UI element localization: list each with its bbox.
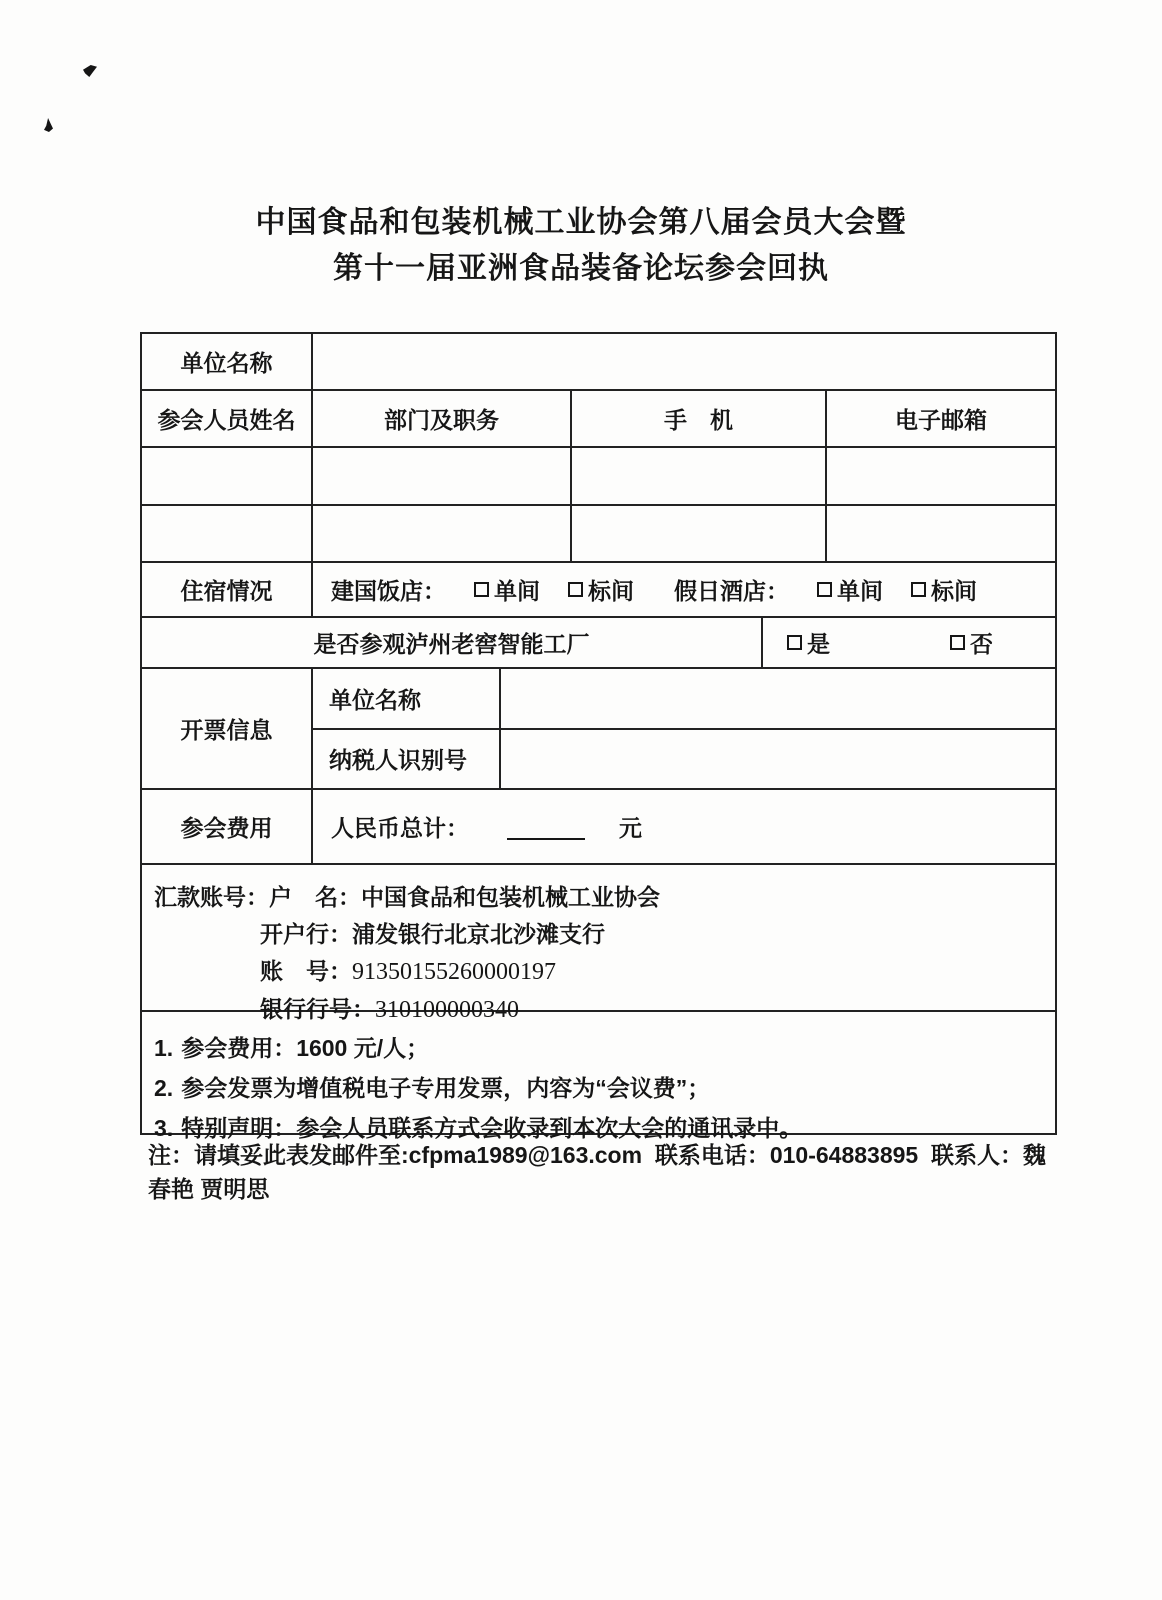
attendee-row-empty — [142, 448, 1055, 506]
attendee-name-cell — [142, 506, 313, 561]
checkbox-icon — [817, 582, 832, 597]
document-title-line1: 中国食品和包装机械工业协会第八届会员大会暨 — [255, 206, 907, 239]
ink-mark-icon — [83, 65, 97, 77]
visit-yes-option: 是 — [787, 626, 830, 659]
attendee-row-empty — [142, 506, 1055, 563]
document-title — [0, 200, 1162, 292]
attendee-name-header: 参会人员姓名 — [142, 391, 313, 446]
hotel2-standard-option: 标间 — [911, 573, 977, 606]
attendee-header-row — [142, 391, 1055, 448]
mobile-header: 手 机 — [572, 391, 827, 446]
hotel2-single-option: 单间 — [817, 573, 883, 606]
fee-total-label: 人民币总计： — [331, 815, 469, 841]
hotel2-label: 假日酒店： — [674, 578, 789, 604]
invoice-subtable — [313, 669, 1055, 788]
factory-visit-row — [142, 618, 1055, 669]
bank-line-account-name — [154, 879, 1041, 916]
unit-name-label: 单位名称 — [142, 334, 313, 389]
notes-block — [142, 1012, 1055, 1141]
invoice-tax-id-blank-cell — [501, 730, 1055, 789]
bank-prefix: 汇款账号： — [154, 884, 269, 910]
dept-title-cell — [313, 506, 572, 561]
account-name-value: 中国食品和包装机械工业协会 — [361, 884, 660, 910]
fee-row — [142, 790, 1055, 865]
fee-blank-line — [507, 814, 585, 840]
hotel1-single-option: 单间 — [474, 573, 540, 606]
invoice-unit-name-row — [313, 669, 1055, 730]
dept-title-header: 部门及职务 — [313, 391, 572, 446]
bank-name-value: 浦发银行北京北沙滩支行 — [352, 921, 605, 947]
invoice-tax-id-row — [313, 730, 1055, 789]
note-1: 1. 参会费用：1600 元/人； — [154, 1035, 430, 1061]
invoice-info-label: 开票信息 — [142, 669, 313, 788]
visit-no-option: 否 — [950, 626, 993, 659]
registration-form-table — [140, 332, 1057, 1141]
attendee-name-cell — [142, 448, 313, 504]
email-cell — [827, 506, 1055, 561]
document-title-line2: 第十一届亚洲食品装备论坛参会回执 — [333, 252, 829, 285]
bank-line-account-number — [154, 953, 1041, 991]
fee-content — [313, 790, 1055, 863]
checkbox-icon — [950, 635, 965, 650]
fee-label: 参会费用 — [142, 790, 313, 863]
checkbox-icon — [787, 635, 802, 650]
bank-code-label: 银行行号： — [260, 996, 375, 1022]
accommodation-label: 住宿情况 — [142, 563, 313, 616]
mobile-cell — [572, 448, 827, 504]
invoice-tax-id-label: 纳税人识别号 — [313, 730, 501, 789]
note-2: 2. 参会发票为增值税电子专用发票，内容为“会议费”； — [154, 1075, 711, 1101]
hotel1-standard-option: 标间 — [568, 573, 634, 606]
email-cell — [827, 448, 1055, 504]
accommodation-row — [142, 563, 1055, 618]
invoice-unit-name-blank-cell — [501, 669, 1055, 728]
accommodation-options — [313, 563, 1055, 616]
mobile-cell — [572, 506, 827, 561]
email-header: 电子邮箱 — [895, 407, 987, 433]
account-name-label: 户 名： — [269, 884, 361, 910]
bank-name-label: 开户行： — [260, 921, 352, 947]
factory-visit-question: 是否参观泸州老窖智能工厂 — [142, 618, 763, 667]
bank-line-bank-name — [154, 916, 1041, 953]
checkbox-icon — [474, 582, 489, 597]
dept-title-cell — [313, 448, 572, 504]
factory-visit-answers — [763, 618, 1055, 667]
invoice-unit-name-label: 单位名称 — [313, 669, 501, 728]
bank-info-block — [142, 865, 1055, 1023]
account-number-label: 账 号： — [260, 958, 352, 984]
note-3: 3. 特别声明：参会人员联系方式会收录到本次大会的通讯录中。 — [154, 1115, 803, 1141]
checkbox-icon — [568, 582, 583, 597]
fee-currency-unit: 元 — [619, 815, 642, 841]
hotel1-label: 建国饭店： — [331, 578, 446, 604]
unit-name-blank-cell — [313, 334, 1055, 389]
bank-code-value: 310100000340 — [375, 997, 519, 1023]
unit-name-row — [142, 334, 1055, 391]
footer-note: 注：请填妥此表发邮件至:cfpma1989@163.com 联系电话：010-64883895 联系人：魏春艳 贾明思 — [148, 1142, 1046, 1202]
account-number-value: 91350155260000197 — [352, 959, 556, 985]
checkbox-icon — [911, 582, 926, 597]
invoice-info-row — [142, 669, 1055, 790]
ink-mark-icon — [44, 118, 53, 132]
